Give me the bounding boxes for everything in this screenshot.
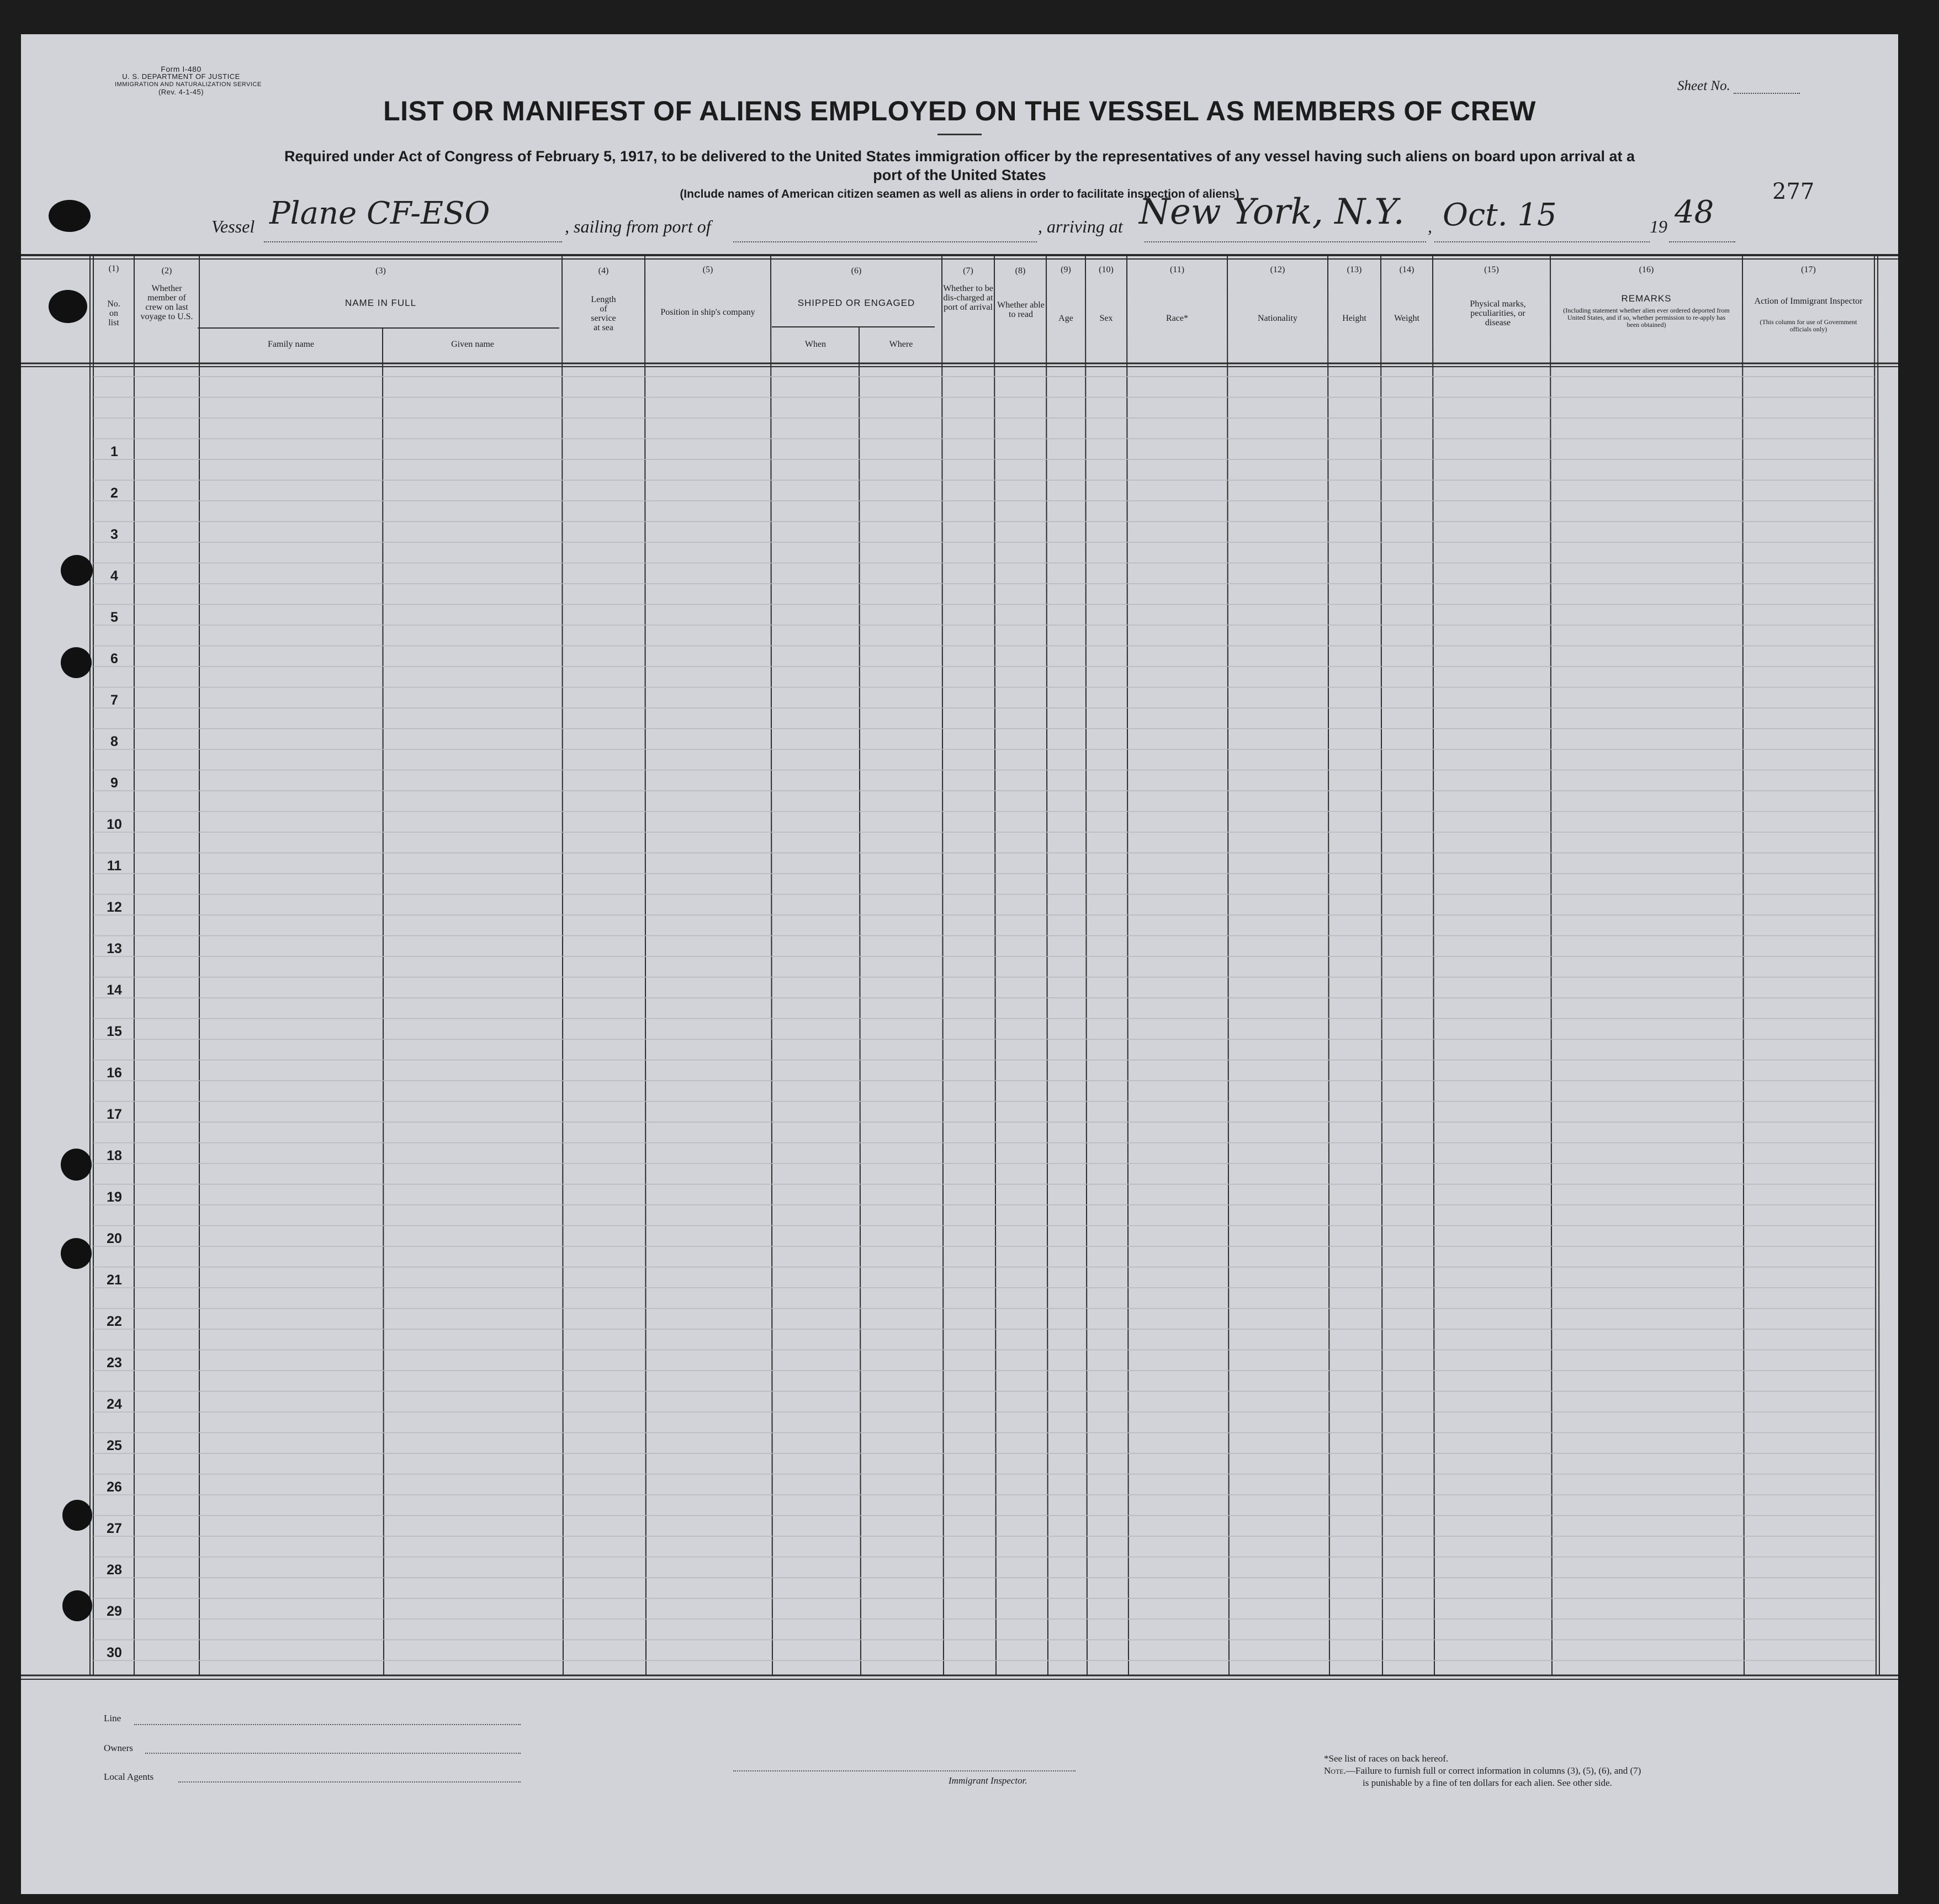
subtitle-note: (Include names of American citizen seamen as well as aliens in order to facilitate inspection of aliens) xyxy=(680,188,1239,200)
row-number: 15 xyxy=(107,1024,122,1039)
punch-hole xyxy=(62,1590,92,1621)
col-5-number: (5) xyxy=(702,265,713,274)
row-number: 30 xyxy=(107,1645,122,1660)
col-6-number: (6) xyxy=(851,266,862,276)
row-number: 3 xyxy=(110,527,118,542)
row-number: 17 xyxy=(107,1107,122,1122)
col-12-number: (12) xyxy=(1270,265,1285,274)
col-13-header: Height xyxy=(1342,314,1366,323)
row-number: 8 xyxy=(110,734,118,749)
col-16-detail: (Including statement whether alien ever ordered deported from United States, and if so, whether permission to re-apply has been obtained) xyxy=(1563,306,1730,329)
year-prefix: 19 xyxy=(1650,216,1667,236)
row-number: 2 xyxy=(110,485,118,501)
col-16-number: (16) xyxy=(1639,265,1654,274)
col-9-number: (9) xyxy=(1061,265,1071,274)
row-number: 11 xyxy=(107,858,122,874)
col-17-detail: (This column for use of Government officials only) xyxy=(1760,318,1857,333)
col-17-number: (17) xyxy=(1801,265,1816,274)
col-10-number: (10) xyxy=(1099,265,1114,274)
row-number: 18 xyxy=(107,1148,122,1163)
note-text: —Failure to furnish full or correct information in columns (3), (5), (6), and (7) xyxy=(1345,1765,1641,1776)
owners-label: Owners xyxy=(104,1743,133,1753)
col-4-number: (4) xyxy=(598,266,609,276)
col-15-number: (15) xyxy=(1484,265,1499,274)
subtitle-line-1: Required under Act of Congress of February 5, 1917, to be delivered to the United States immigration officer by the representatives of any vessel having such aliens on board upon arrival at a xyxy=(284,148,1635,165)
manifest-sheet xyxy=(21,34,1898,1894)
col-7-number: (7) xyxy=(963,266,973,276)
punch-hole xyxy=(61,1149,92,1181)
revision: (Rev. 4-1-45) xyxy=(158,88,204,96)
penalty-note xyxy=(1324,1765,1641,1777)
col-3-family-name: Family name xyxy=(268,340,314,349)
col-14-number: (14) xyxy=(1399,265,1414,274)
punch-hole xyxy=(61,1238,92,1269)
col-1-number: (1) xyxy=(108,264,119,273)
line-label: Line xyxy=(104,1713,121,1723)
row-number: 9 xyxy=(110,775,118,791)
vessel-label: Vessel xyxy=(211,216,255,236)
row-number: 10 xyxy=(107,817,122,832)
inspector-label: Immigrant Inspector. xyxy=(949,1775,1027,1786)
row-number: 7 xyxy=(110,692,118,708)
penalty-note-2: is punishable by a fine of ten dollars for each alien. See other side. xyxy=(1363,1778,1612,1788)
col-17-header: Action of Immigrant Inspector xyxy=(1754,297,1863,306)
sailing-label: , sailing from port of xyxy=(565,216,711,236)
arriving-port: New York, N.Y. xyxy=(1139,192,1405,232)
race-note: *See list of races on back hereof. xyxy=(1324,1753,1449,1764)
row-number: 5 xyxy=(110,610,118,625)
inspector-dots xyxy=(733,1770,1076,1771)
punch-hole xyxy=(61,647,92,678)
row-number: 6 xyxy=(110,651,118,667)
col-6-when: When xyxy=(804,340,827,349)
department: U. S. DEPARTMENT OF JUSTICE xyxy=(122,72,240,81)
row-number: 4 xyxy=(110,568,118,584)
service: IMMIGRATION AND NATURALIZATION SERVICE xyxy=(115,81,262,88)
row-number: 24 xyxy=(107,1397,122,1412)
col-3-number: (3) xyxy=(375,266,386,276)
punch-hole xyxy=(61,555,93,586)
row-number: 12 xyxy=(107,900,122,915)
row-number: 16 xyxy=(107,1065,122,1081)
col-2-header: Whether member of crew on last voyage to U.S. xyxy=(140,284,193,321)
arrival-date: Oct. 15 xyxy=(1443,197,1557,233)
row-number: 1 xyxy=(110,444,118,459)
row-number: 14 xyxy=(107,982,122,998)
row-number: 22 xyxy=(107,1314,122,1329)
arriving-label: , arriving at xyxy=(1038,216,1123,236)
col-12-header: Nationality xyxy=(1258,314,1297,323)
row-number: 26 xyxy=(107,1479,122,1495)
vessel-name: Plane CF-ESO xyxy=(269,195,490,231)
col-6-where: Where xyxy=(889,340,913,349)
punch-hole xyxy=(49,290,87,323)
col-13-number: (13) xyxy=(1347,265,1362,274)
form-title: LIST OR MANIFEST OF ALIENS EMPLOYED ON THE VESSEL AS MEMBERS OF CREW xyxy=(383,96,1536,126)
col-6-header: SHIPPED OR ENGAGED xyxy=(797,298,915,308)
page-stamp: 277 xyxy=(1772,179,1815,204)
row-number: 25 xyxy=(107,1438,122,1453)
row-number: 13 xyxy=(107,941,122,956)
col-8-header: Whether able to read xyxy=(997,300,1045,319)
local-agents-dots xyxy=(178,1781,521,1783)
col-11-header: Race* xyxy=(1166,314,1188,323)
owners-dots xyxy=(145,1753,521,1754)
note-label: Note. xyxy=(1324,1765,1346,1776)
date-comma: , xyxy=(1428,216,1432,236)
col-11-number: (11) xyxy=(1169,265,1185,274)
col-3-given-name: Given name xyxy=(451,340,494,349)
col-5-header: Position in ship's company xyxy=(660,308,755,317)
sheet-number-label: Sheet No. xyxy=(1677,78,1730,93)
col-9-header: Age xyxy=(1058,314,1073,323)
local-agents-label: Local Agents xyxy=(104,1771,154,1782)
subtitle-line-2: port of the United States xyxy=(873,167,1046,183)
row-number: 20 xyxy=(107,1231,122,1246)
row-number: 23 xyxy=(107,1355,122,1371)
punch-hole xyxy=(49,200,91,232)
row-number: 27 xyxy=(107,1521,122,1536)
col-4-header: Length of service at sea xyxy=(591,295,616,332)
form-number: Form I-480 xyxy=(161,65,202,73)
col-14-header: Weight xyxy=(1394,314,1419,323)
col-8-number: (8) xyxy=(1015,266,1026,276)
col-7-header: Whether to be dis-charged at port of arrival xyxy=(943,284,993,312)
col-2-number: (2) xyxy=(161,266,172,276)
col-1-header: No. on list xyxy=(107,299,120,327)
arrival-year: 48 xyxy=(1675,194,1714,230)
punch-hole xyxy=(62,1500,92,1531)
row-number: 28 xyxy=(107,1562,122,1578)
col-3-header: NAME IN FULL xyxy=(345,298,417,308)
line-dots xyxy=(134,1724,521,1725)
col-10-header: Sex xyxy=(1099,314,1113,323)
row-number: 29 xyxy=(107,1604,122,1619)
col-16-header: REMARKS xyxy=(1621,293,1672,304)
row-number: 19 xyxy=(107,1189,122,1205)
row-number: 21 xyxy=(107,1272,122,1288)
col-15-header: Physical marks, peculiarities, or disease xyxy=(1470,299,1526,327)
